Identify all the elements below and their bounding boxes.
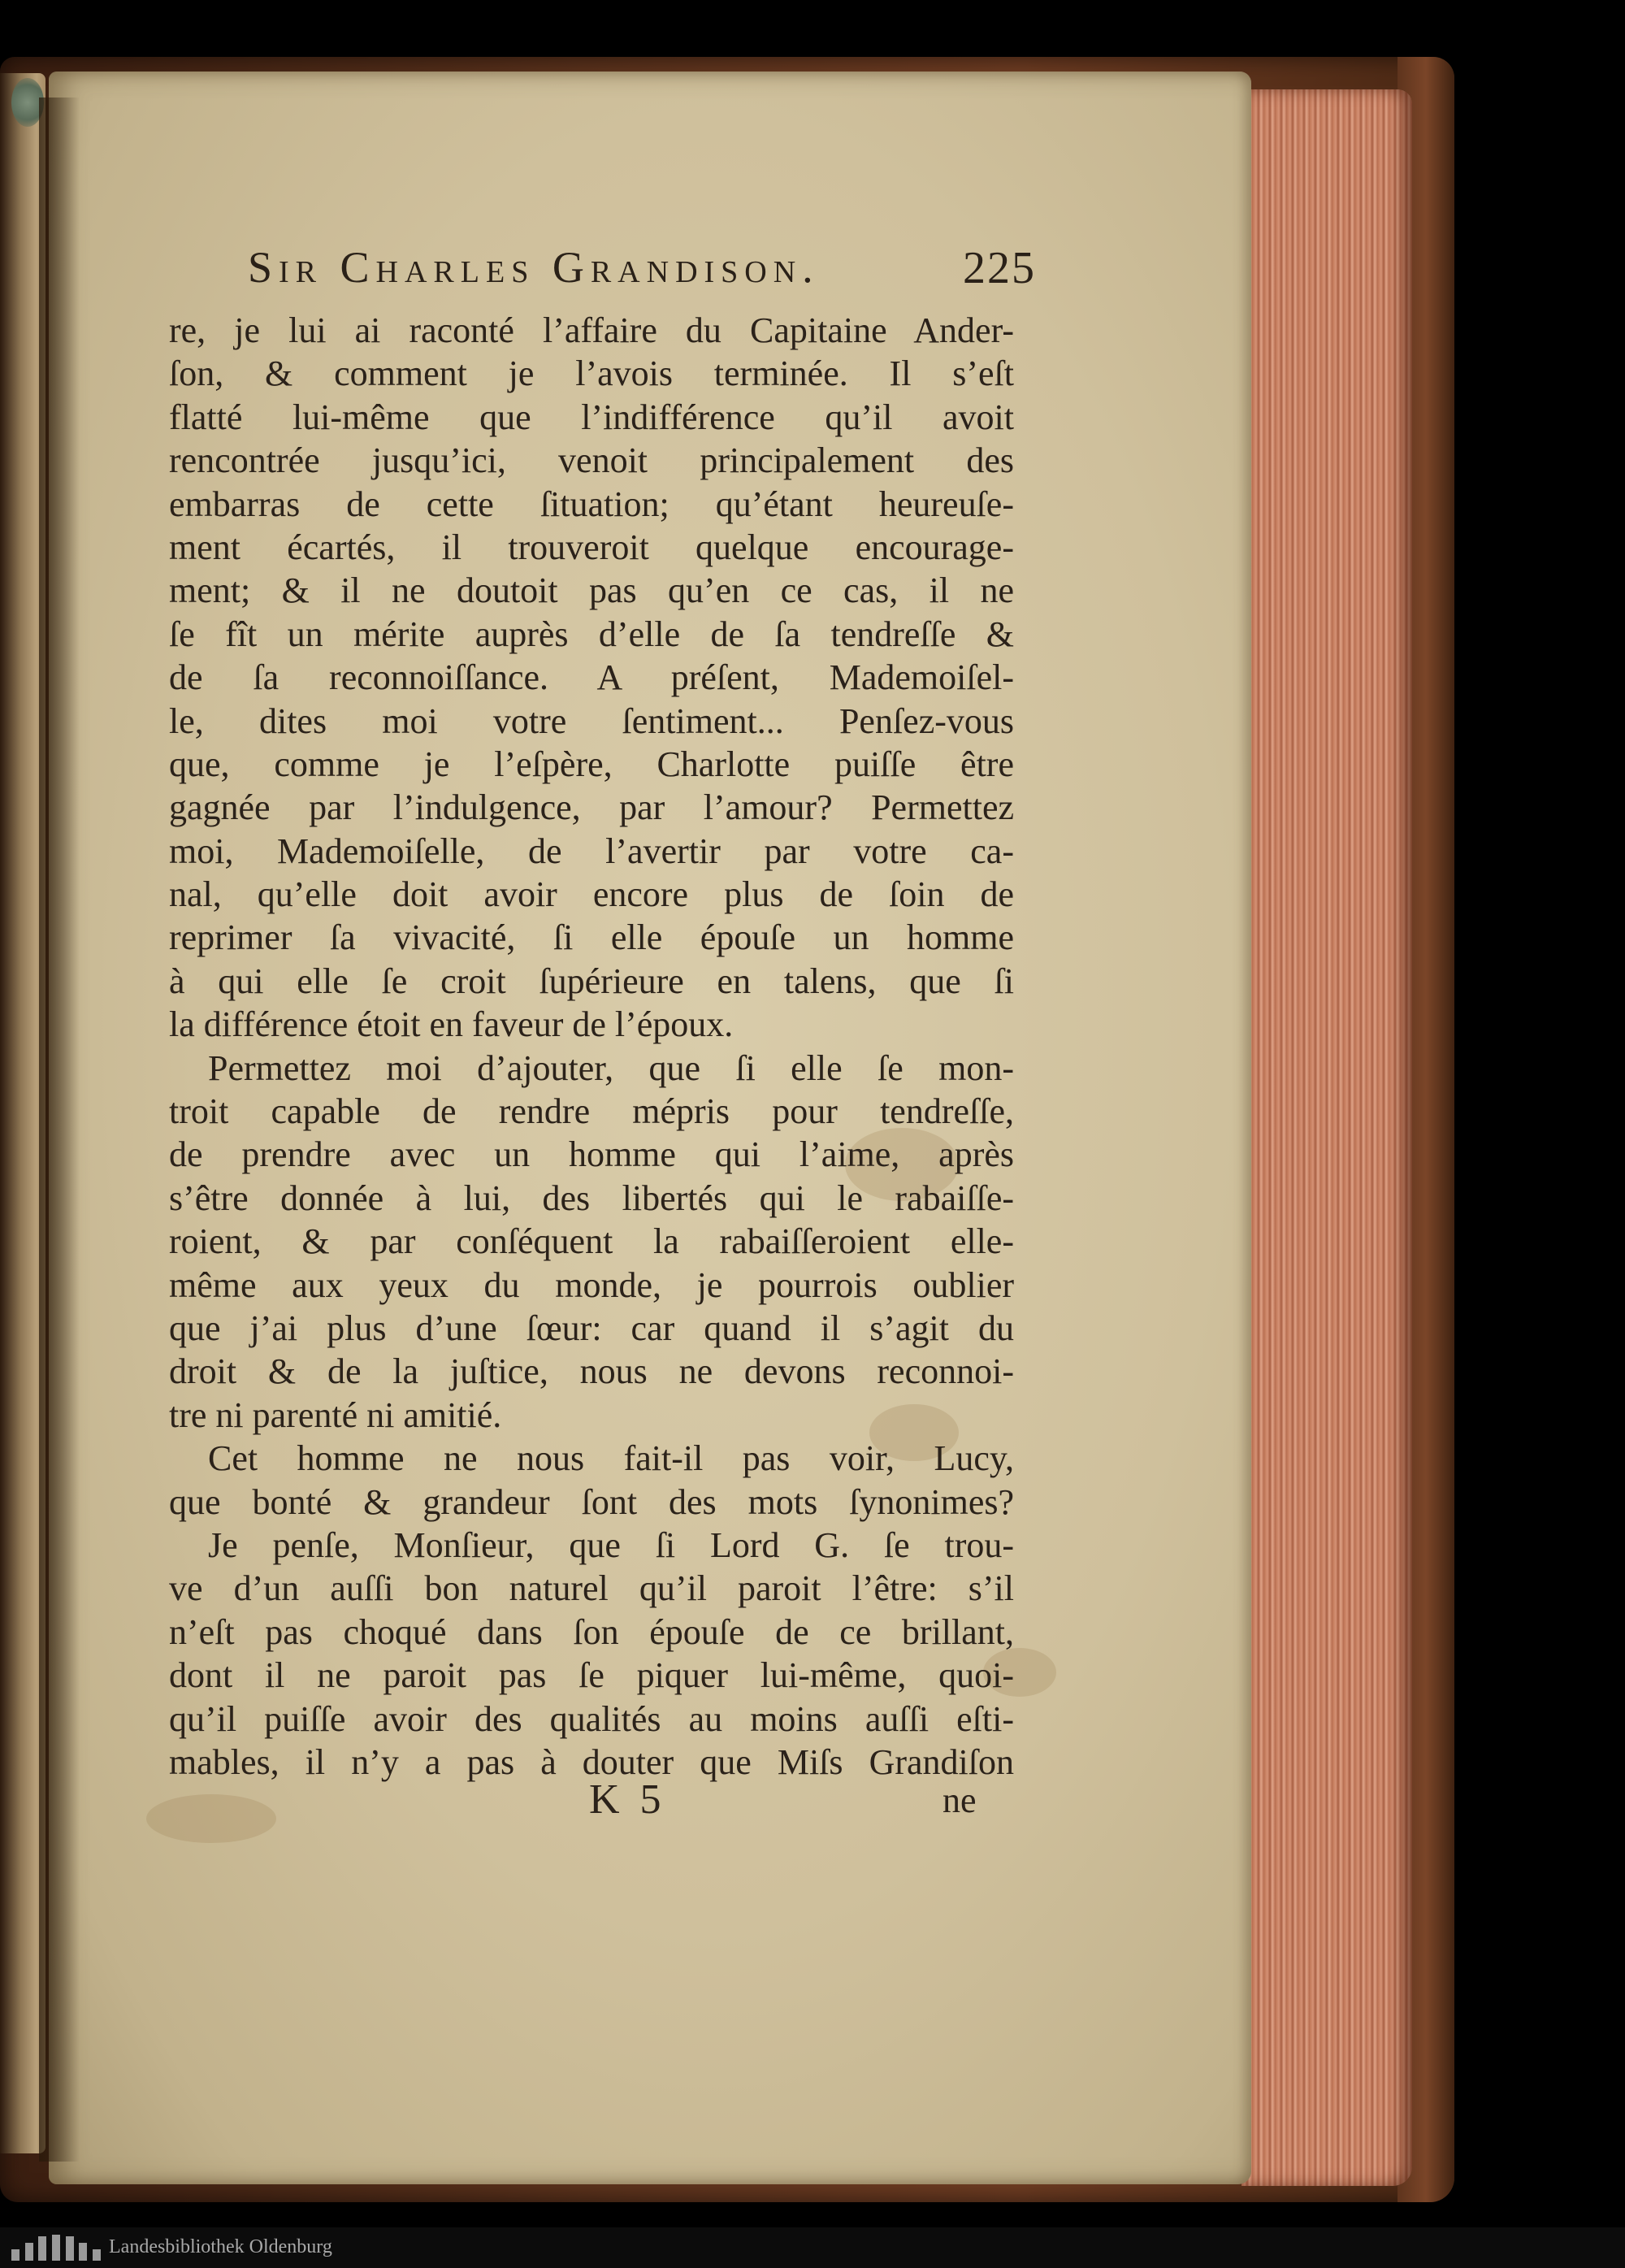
signature-mark: K 5 (589, 1776, 666, 1823)
text-line: mables, il n’y a pas à douter que Miſs Grandiſon (169, 1741, 1014, 1782)
text-line: flatté lui-même que l’indifférence qu’il avoit (169, 397, 1014, 437)
body-text (169, 309, 1014, 1784)
text-line: qu’il puiſſe avoir des qualités au moins auſſi eſti- (169, 1698, 1014, 1739)
text-line: que bonté & grandeur ſont des mots ſynonimes? (169, 1481, 1014, 1522)
text-line: le, dites moi votre ſentiment... Penſez-vous (169, 700, 1014, 741)
gutter-shadow (39, 98, 80, 2162)
text-line: même aux yeux du monde, je pourrois oublier (169, 1264, 1014, 1305)
text-line: ve d’un auſſi bon naturel qu’il paroit l’être: s’il (169, 1568, 1014, 1609)
footer-bar (0, 2227, 1625, 2268)
page-fore-edge (1242, 89, 1412, 2186)
text-line: à qui elle ſe croit ſupérieure en talens, que ſi (169, 961, 1014, 1001)
text-line: de prendre avec un homme qui l’aime, après (169, 1134, 1014, 1175)
text-line: n’eſt pas choqué dans ſon épouſe de ce brillant, (169, 1611, 1014, 1652)
text-line: s’être donnée à lui, des libertés qui le rabaiſſe- (169, 1177, 1014, 1218)
text-line: re, je lui ai raconté l’affaire du Capitaine Ander- (169, 310, 1014, 350)
text-line: rencontrée jusqu’ici, venoit principalement des (169, 440, 1014, 481)
paper-stain (146, 1794, 276, 1843)
text-line: la différence étoit en faveur de l’époux. (169, 1004, 734, 1045)
text-line: que, comme je l’eſpère, Charlotte puiſſe être (169, 744, 1014, 784)
text-line: ſon, & comment je l’avois terminée. Il s’eſt (169, 353, 1014, 394)
text-line: droit & de la juſtice, nous ne devons reconnoi- (169, 1351, 1014, 1392)
text-line: Permettez moi d’ajouter, que ſi elle ſe mon- (208, 1047, 1014, 1088)
text-line: ment écartés, il trouveroit quelque encourage- (169, 527, 1014, 567)
library-name: Landesbibliothek Oldenburg (109, 2236, 332, 2257)
library-logo-icon (11, 2235, 101, 2261)
text-line: reprimer ſa vivacité, ſi elle épouſe un homme (169, 917, 1014, 958)
text-line: ſe fît un mérite auprès d’elle de ſa tendreſſe & (169, 614, 1014, 654)
text-line: gagnée par l’indulgence, par l’amour? Permettez (169, 787, 1014, 828)
text-line: dont il ne paroit pas ſe piquer lui-même, quoi- (169, 1655, 1014, 1696)
text-line: Je penſe, Monſieur, que ſi Lord G. ſe trou- (208, 1524, 1014, 1565)
text-line: embarras de cette ſituation; qu’étant heureuſe- (169, 484, 1014, 524)
text-line: Cet homme ne nous fait-il pas voir, Lucy, (208, 1438, 1014, 1479)
text-line: nal, qu’elle doit avoir encore plus de ſoin de (169, 874, 1014, 915)
running-title: Sir Charles Grandison. (248, 243, 820, 292)
text-line: de ſa reconnoiſſance. A préſent, Mademoiſel- (169, 657, 1014, 698)
catchword: ne (942, 1780, 977, 1820)
text-line: roient, & par conſéquent la rabaiſſeroient elle- (169, 1221, 1014, 1262)
text-line: ment; & il ne doutoit pas qu’en ce cas, il ne (169, 570, 1014, 611)
running-head (248, 242, 1036, 299)
text-line: tre ni parenté ni amitié. (169, 1394, 502, 1435)
text-line: que j’ai plus d’une ſœur: car quand il s’agit du (169, 1307, 1014, 1348)
text-line: moi, Mademoiſelle, de l’avertir par votre ca- (169, 830, 1014, 871)
text-line: troit capable de rendre mépris pour tendreſſe, (169, 1091, 1014, 1132)
page-number: 225 (963, 243, 1036, 293)
